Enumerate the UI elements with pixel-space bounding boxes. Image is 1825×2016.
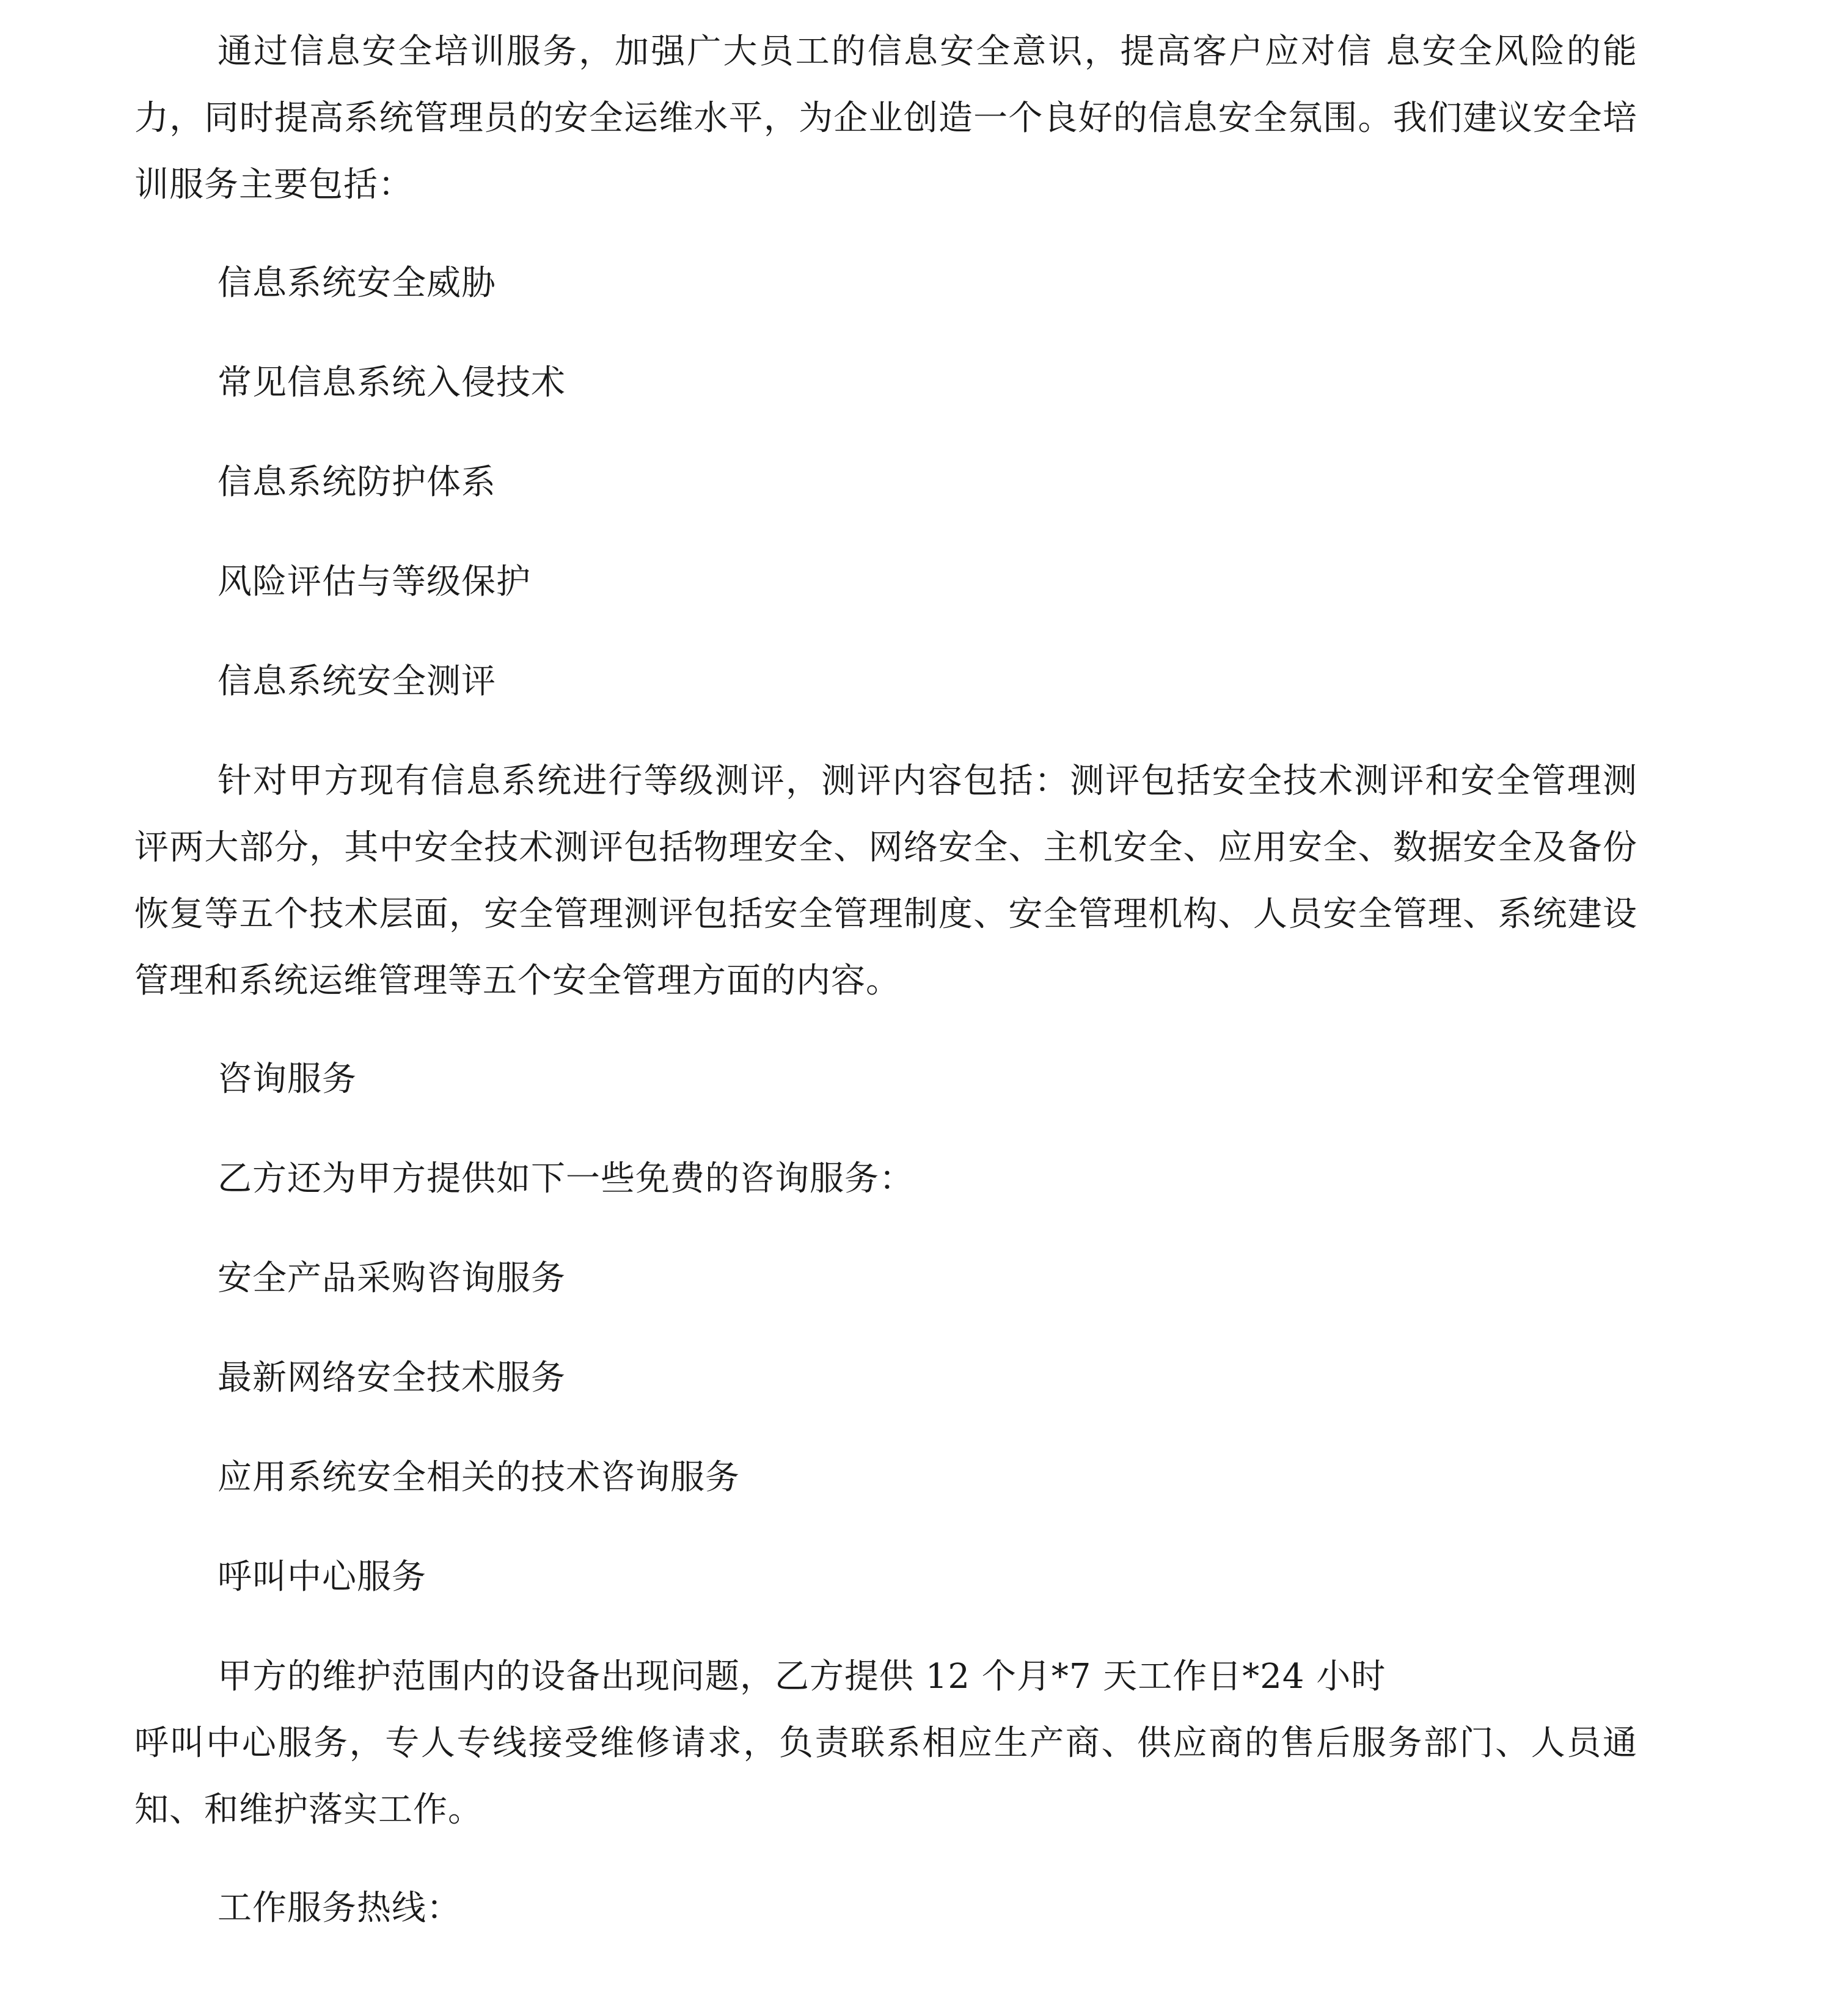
consult-intro: 乙方还为甲方提供如下一些免费的咨询服务：: [218, 1159, 914, 1199]
training-item-security-evaluation: 信息系统安全测评: [218, 662, 496, 701]
training-item-protection-system: 信息系统防护体系: [218, 462, 496, 502]
hotline-label: 工作服务热线：: [218, 1888, 461, 1928]
callcenter-line-rest: 呼叫中心服务，专人专线接受维修请求，负责联系相应生产商、供应商的售后服务部门、人员通知、和维护落实工作。: [134, 1723, 1637, 1830]
consult-item-latest-tech: 最新网络安全技术服务: [218, 1358, 566, 1398]
consult-item-procurement: 安全产品采购咨询服务: [218, 1258, 566, 1298]
callcenter-paragraph: [134, 1643, 1637, 1843]
consult-item-app-security: 应用系统安全相关的技术咨询服务: [218, 1458, 740, 1497]
callcenter-heading: 呼叫中心服务: [218, 1557, 426, 1597]
evaluation-paragraph: 针对甲方现有信息系统进行等级测评，测评内容包括：测评包括安全技术测评和安全管理测评两大部分，其中安全技术测评包括物理安全、网络安全、主机安全、应用安全、数据安全及备份恢复等五个技术层面，安全管理测评包括安全管理制度、安全管理机构、人员安全管理、系统建设管理和系统运维管理等五个安全管理方面的内容。: [134, 761, 1637, 1001]
callcenter-line-1: 甲方的维护范围内的设备出现问题，乙方提供 12 个月*7 天工作日*24 小时: [218, 1657, 1386, 1696]
consult-heading: 咨询服务: [218, 1059, 357, 1099]
document-body: [134, 18, 1637, 1974]
training-item-security-threats: 信息系统安全威胁: [218, 263, 496, 303]
training-item-intrusion-techniques: 常见信息系统入侵技术: [218, 363, 566, 403]
training-intro-paragraph: 通过信息安全培训服务，加强广大员工的信息安全意识，提高客户应对信 息安全风险的能力，同时提高系统管理员的安全运维水平，为企业创造一个良好的信息安全氛围。我们建议安全培训服务主要包括：: [134, 32, 1637, 205]
training-item-risk-assessment: 风险评估与等级保护: [218, 562, 531, 602]
